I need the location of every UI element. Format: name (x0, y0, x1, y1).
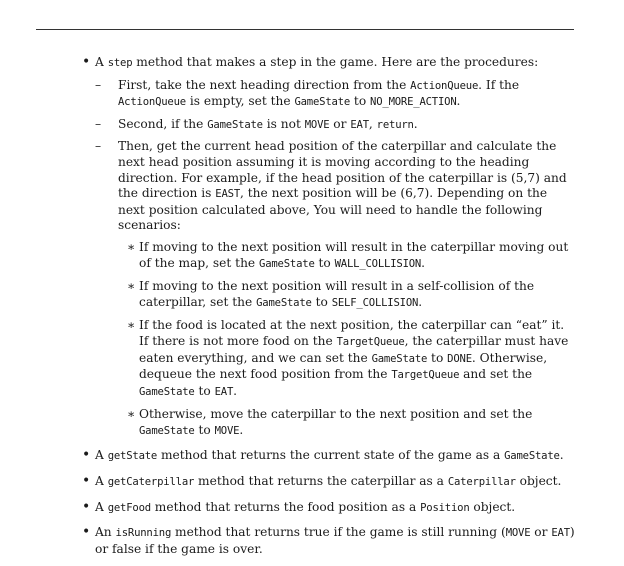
item-text (139, 407, 576, 439)
text-run: . (559, 448, 564, 463)
code-term: getState (107, 450, 158, 463)
code-term: GameState (294, 96, 351, 109)
text-run: or (329, 116, 351, 131)
item-text (95, 55, 576, 72)
text-run: , (368, 116, 377, 131)
text-run: to (194, 422, 215, 437)
code-term: GameState (504, 450, 560, 463)
text-run: and set the (459, 367, 533, 382)
code-term: Position (420, 501, 470, 514)
text-run: If the food is located at the next position, the caterpillar can “eat” it. If there is not more food on the (139, 318, 565, 348)
text-run: to (314, 255, 335, 270)
text-run: , the caterpillar must have eaten everything, and we can set the (139, 333, 569, 365)
text-run: An (95, 525, 116, 540)
text-run: . (413, 116, 418, 131)
code-term: GameState (371, 352, 428, 365)
text-run: Then, get the current head position of the caterpillar and calculate the next head position assuming it is moving according to the heading direction. For example, if the head position of the caterpillar is (5,7) and the direction is (118, 139, 567, 201)
code-term: GameState (139, 385, 195, 398)
code-term: TargetQueue (336, 335, 405, 348)
procedure-list (95, 78, 576, 440)
code-term: ActionQueue (118, 96, 186, 109)
text-run: A (95, 448, 108, 463)
list-item (36, 448, 576, 465)
code-term: MOVE (505, 527, 531, 540)
item-text (95, 474, 576, 491)
code-term: EAST (215, 188, 240, 201)
code-term: EAT (214, 385, 234, 398)
item-text (118, 139, 576, 234)
code-term: GameState (259, 257, 315, 270)
text-run: to (311, 294, 332, 309)
text-run: A (95, 474, 108, 489)
item-text (139, 279, 576, 311)
scenario-list (118, 240, 576, 440)
sub-step-item (95, 139, 576, 439)
code-term: TargetQueue (391, 369, 460, 382)
document-body (36, 55, 576, 566)
text-run: A (95, 499, 108, 514)
item-text (139, 240, 576, 272)
code-term: Caterpillar (447, 476, 516, 489)
text-run: is empty, set the (185, 94, 295, 109)
text-run: . (418, 294, 423, 309)
code-term: ActionQueue (410, 79, 479, 92)
scenario-item (118, 240, 576, 272)
sub-step-item (95, 78, 576, 111)
text-run: . (233, 383, 238, 398)
code-term: EAT (551, 527, 570, 540)
text-run: . If the (478, 77, 520, 92)
text-run: If moving to the next position will result in a self-collision of the caterpillar, set the (139, 279, 535, 309)
code-term: getCaterpillar (107, 476, 195, 489)
text-run: . (421, 255, 425, 270)
method-list (36, 55, 576, 557)
item-text (118, 117, 576, 134)
text-run: method that returns the current state of the game as a (157, 448, 505, 463)
text-run: . Otherwise, dequeue the next food position from the (139, 350, 548, 382)
list-item (36, 55, 576, 439)
text-run: method that returns the caterpillar as a (194, 474, 448, 489)
list-item (36, 500, 576, 517)
scenario-item (118, 407, 576, 439)
code-term: isRunning (115, 527, 172, 540)
text-run: First, take the next heading direction from the (118, 77, 411, 92)
text-run: or (530, 525, 552, 540)
code-term: MOVE (304, 118, 330, 131)
code-term: EAT (350, 118, 369, 131)
sub-step-item (95, 117, 576, 134)
item-text (95, 448, 576, 465)
scenario-item (118, 318, 576, 400)
text-run: . (456, 94, 461, 109)
list-item (36, 525, 576, 557)
scenario-item (118, 279, 576, 311)
code-term: GameState (139, 424, 195, 437)
text-run: to (427, 350, 448, 365)
code-term: GameState (207, 118, 263, 131)
list-item (36, 474, 576, 491)
text-run: . (239, 422, 244, 437)
text-run: method that returns true if the game is still running ( (171, 525, 506, 540)
item-text (95, 525, 576, 557)
text-run: object. (469, 499, 516, 514)
code-term: getFood (107, 501, 151, 514)
code-term: step (107, 57, 133, 69)
text-run: to (350, 94, 371, 109)
code-term: WALL_COLLISION (334, 257, 422, 270)
code-term: return (376, 118, 414, 131)
text-run: Otherwise, move the caterpillar to the next position and set the (139, 407, 533, 422)
text-run: , the next position will be (6,7). Depending on the next position calculated above, You will need to handle the following scenarios: (118, 186, 548, 233)
text-run: If moving to the next position will result in the caterpillar moving out of the map, set the (139, 239, 569, 270)
text-run: Second, if the (118, 116, 208, 131)
code-term: DONE (447, 352, 472, 365)
item-text (139, 318, 576, 400)
top-rule (36, 29, 574, 30)
code-term: NO_MORE_ACTION (370, 96, 457, 109)
code-term: GameState (256, 296, 312, 309)
text-run: to (194, 383, 215, 398)
code-term: MOVE (214, 424, 240, 437)
text-run: object. (515, 474, 562, 489)
text-run: method that makes a step in the game. Here are the procedures: (132, 55, 539, 69)
code-term: SELF_COLLISION (331, 296, 419, 309)
text-run: method that returns the food position as a (150, 499, 421, 514)
item-text (95, 500, 576, 517)
item-text (118, 78, 576, 111)
text-run: A (95, 55, 108, 69)
text-run: is not (262, 116, 305, 131)
text-run: ) or false if the game is over. (95, 525, 575, 556)
